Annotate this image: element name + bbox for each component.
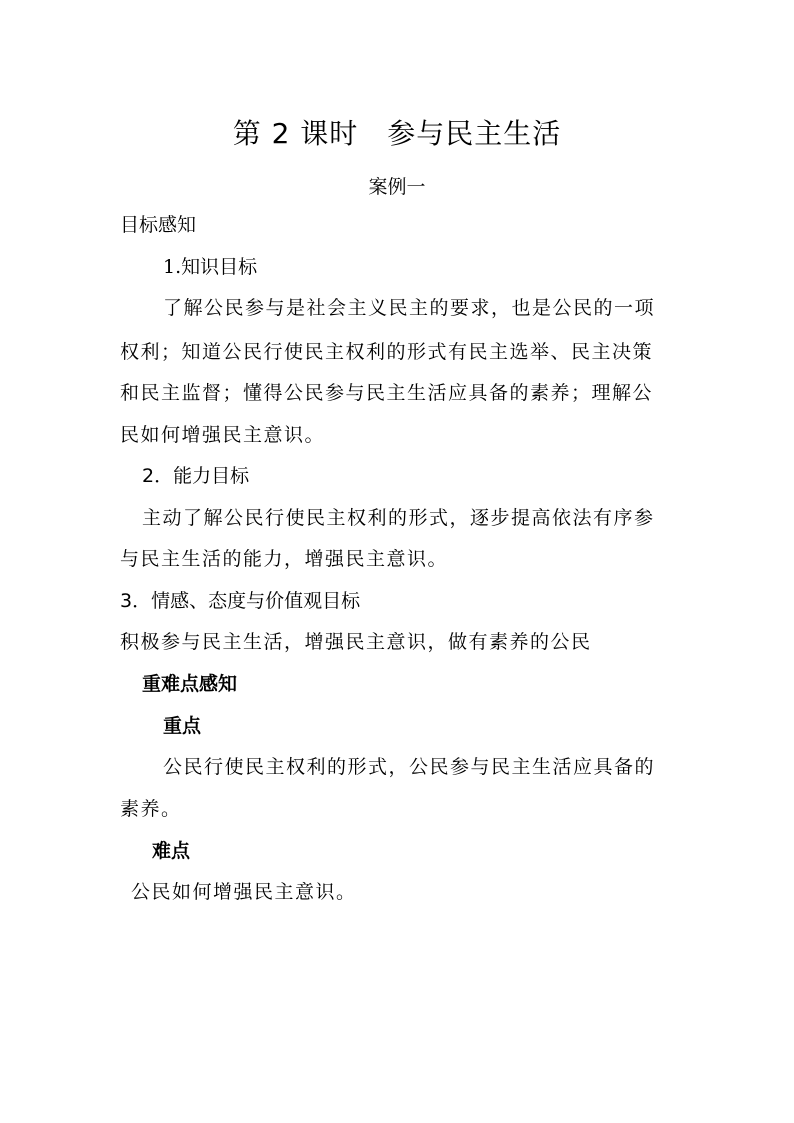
difficulty-heading: 难点 [152, 840, 191, 862]
ability-line: 主动了解公民行使民主权利的形式，逐步提高依法有序参 [142, 507, 655, 529]
emotion-heading: 3．情感、态度与价值观目标 [120, 590, 361, 612]
page-title: 第 2 课时 参与民主生活 [232, 117, 562, 150]
knowledge-line: 民如何增强民主意识。 [120, 424, 326, 446]
knowledge-line: 了解公民参与是社会主义民主的要求，也是公民的一项 [163, 297, 656, 319]
knowledge-heading: 1.知识目标 [163, 256, 258, 278]
focus-heading: 重点 [163, 715, 202, 737]
knowledge-line: 权利；知道公民行使民主权利的形式有民主选举、民主决策 [120, 341, 654, 363]
ability-line: 与民主生活的能力，增强民主意识。 [120, 548, 449, 570]
difficulty-line: 公民如何增强民主意识。 [131, 881, 357, 903]
focus-line: 公民行使民主权利的形式，公民参与民主生活应具备的 [163, 756, 656, 778]
focus-line: 素养。 [120, 798, 182, 820]
case-label: 案例一 [368, 176, 426, 198]
knowledge-line: 和民主监督；懂得公民参与民主生活应具备的素养；理解公 [120, 382, 654, 404]
goal-heading: 目标感知 [120, 214, 197, 236]
emotion-line: 积极参与民主生活，增强民主意识，做有素养的公民 [120, 631, 592, 653]
key-points-heading: 重难点感知 [142, 673, 238, 695]
ability-heading: 2．能力目标 [142, 465, 250, 487]
